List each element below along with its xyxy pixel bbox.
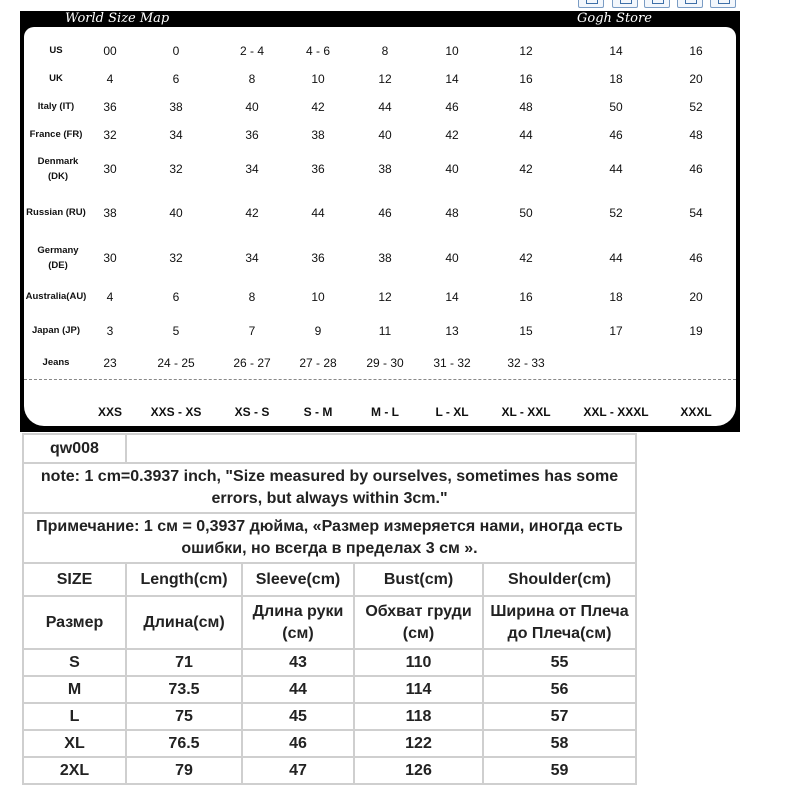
map-cell: 11 xyxy=(378,324,392,338)
map-row-label: US xyxy=(49,45,63,56)
cell-bust: 126 xyxy=(354,757,483,784)
map-cell: 44 xyxy=(378,100,392,114)
map-row-label: Australia(AU) xyxy=(25,291,87,302)
map-cell: 52 xyxy=(689,100,703,114)
map-cell: 42 xyxy=(519,162,533,176)
header-ru-shoulder: Ширина от Плеча до Плеча(см) xyxy=(483,596,636,649)
cell-bust: 122 xyxy=(354,730,483,757)
map-cell: 36 xyxy=(311,251,325,265)
map-cell: 10 xyxy=(445,44,459,58)
map-cell: 10 xyxy=(311,72,325,86)
cell-length: 79 xyxy=(126,757,242,784)
cell-bust: 114 xyxy=(354,676,483,703)
map-cell: 14 xyxy=(445,72,459,86)
map-size-label: XXS xyxy=(97,405,122,419)
header-ru-size: Размер xyxy=(23,596,126,649)
map-cell: 3 xyxy=(106,324,114,338)
cell-bust: 110 xyxy=(354,649,483,676)
map-cell: 36 xyxy=(103,100,117,114)
map-title: World Size Map xyxy=(65,11,170,26)
cell-sleeve: 46 xyxy=(242,730,354,757)
map-divider xyxy=(24,379,736,380)
map-cell: 19 xyxy=(689,324,703,338)
map-cell: 34 xyxy=(245,162,259,176)
map-cell: 38 xyxy=(311,128,325,142)
header-ru-bust: Обхват груди (см) xyxy=(354,596,483,649)
note-en: note: 1 cm=0.3937 inch, "Size measured by ourselves, sometimes has some errors, but always within 3cm." xyxy=(23,463,636,513)
map-cell: 16 xyxy=(689,44,703,58)
store-name: Gogh Store xyxy=(577,11,652,26)
note-ru-row xyxy=(23,513,636,563)
map-cell: 12 xyxy=(378,290,392,304)
map-cell: 12 xyxy=(378,72,392,86)
header-ru-row xyxy=(23,596,636,649)
map-cell: 50 xyxy=(519,206,533,220)
note-ru: Примечание: 1 см = 0,3937 дюйма, «Размер измеряется нами, иногда есть ошибки, но всегда в пределах 3 см ». xyxy=(23,513,636,563)
measurement-table xyxy=(22,433,637,785)
map-cell: 4 - 6 xyxy=(305,44,330,58)
copy-icon[interactable] xyxy=(612,0,638,8)
map-cell: 32 xyxy=(169,251,183,265)
map-size-label: XXL - XXXL xyxy=(583,405,649,419)
map-grid xyxy=(24,27,736,426)
map-cell: 12 xyxy=(519,44,533,58)
map-cell: 2 - 4 xyxy=(239,44,264,58)
cell-size: XL xyxy=(23,730,126,757)
note-en-row xyxy=(23,463,636,513)
cell-size: S xyxy=(23,649,126,676)
map-cell: 38 xyxy=(169,100,183,114)
header-shoulder: Shoulder(cm) xyxy=(483,563,636,596)
map-cell: 6 xyxy=(172,290,180,304)
table-row xyxy=(23,757,636,784)
map-row-label: Denmark (DK) xyxy=(37,156,79,182)
table-row xyxy=(23,649,636,676)
map-header xyxy=(20,11,740,27)
map-size-label: XXXL xyxy=(680,405,712,419)
map-cell: 4 xyxy=(106,290,114,304)
cell-sleeve: 45 xyxy=(242,703,354,730)
map-row-label: Jeans xyxy=(42,357,70,368)
map-cell: 29 - 30 xyxy=(366,356,404,370)
map-cell: 52 xyxy=(609,206,623,220)
cell-bust: 118 xyxy=(354,703,483,730)
map-cell: 40 xyxy=(445,162,459,176)
map-cell: 38 xyxy=(103,206,117,220)
header-ru-length: Длина(см) xyxy=(126,596,242,649)
map-cell: 34 xyxy=(245,251,259,265)
map-cell: 44 xyxy=(609,251,623,265)
toolbar xyxy=(572,0,799,10)
map-cell: 32 xyxy=(103,128,117,142)
cell-shoulder: 55 xyxy=(483,649,636,676)
map-cell: 54 xyxy=(689,206,703,220)
map-cell: 40 xyxy=(245,100,259,114)
map-cell: 32 xyxy=(169,162,183,176)
cell-size: L xyxy=(23,703,126,730)
map-cell: 46 xyxy=(689,251,703,265)
map-cell: 50 xyxy=(609,100,623,114)
map-size-label: XS - S xyxy=(234,405,270,419)
map-cell: 46 xyxy=(445,100,459,114)
code-blank xyxy=(126,434,636,463)
map-cell: 31 - 32 xyxy=(433,356,471,370)
header-en-row xyxy=(23,563,636,596)
header-size: SIZE xyxy=(23,563,126,596)
cell-shoulder: 58 xyxy=(483,730,636,757)
map-cell: 8 xyxy=(248,290,256,304)
print-icon[interactable] xyxy=(677,0,703,8)
map-cell: 0 xyxy=(172,44,180,58)
table-row xyxy=(23,703,636,730)
map-cell: 18 xyxy=(609,290,623,304)
map-cell: 36 xyxy=(245,128,259,142)
map-cell: 23 xyxy=(103,356,117,370)
product-code: qw008 xyxy=(23,434,126,463)
map-cell: 26 - 27 xyxy=(233,356,271,370)
map-row-label: Russian (RU) xyxy=(26,207,86,218)
cell-length: 73.5 xyxy=(126,676,242,703)
map-row-label: France (FR) xyxy=(29,129,83,140)
map-cell: 6 xyxy=(172,72,180,86)
map-cell: 46 xyxy=(378,206,392,220)
map-cell: 44 xyxy=(519,128,533,142)
map-cell: 48 xyxy=(689,128,703,142)
expand-icon[interactable] xyxy=(710,0,736,8)
share-icon[interactable] xyxy=(578,0,604,8)
map-cell: 13 xyxy=(445,324,459,338)
map-cell: 44 xyxy=(311,206,325,220)
map-cell: 8 xyxy=(381,44,389,58)
map-cell: 8 xyxy=(248,72,256,86)
table-row xyxy=(23,730,636,757)
map-cell: 30 xyxy=(103,251,117,265)
map-cell: 42 xyxy=(519,251,533,265)
code-row xyxy=(23,434,636,463)
map-cell: 30 xyxy=(103,162,117,176)
map-cell: 48 xyxy=(445,206,459,220)
map-cell: 5 xyxy=(172,324,180,338)
cell-length: 71 xyxy=(126,649,242,676)
header-length: Length(cm) xyxy=(126,563,242,596)
map-cell: 46 xyxy=(609,128,623,142)
cell-length: 75 xyxy=(126,703,242,730)
world-size-map xyxy=(20,11,740,432)
map-row-label: Italy (IT) xyxy=(37,101,75,112)
map-cell: 17 xyxy=(609,324,623,338)
map-cell: 14 xyxy=(609,44,623,58)
map-cell: 18 xyxy=(609,72,623,86)
map-cell: 20 xyxy=(689,290,703,304)
export-icon[interactable] xyxy=(644,0,670,8)
map-cell: 20 xyxy=(689,72,703,86)
map-cell: 42 xyxy=(245,206,259,220)
map-cell: 38 xyxy=(378,162,392,176)
map-row-label: Germany (DE) xyxy=(37,245,79,271)
cell-shoulder: 56 xyxy=(483,676,636,703)
map-cell: 16 xyxy=(519,290,533,304)
map-cell: 27 - 28 xyxy=(299,356,337,370)
map-cell: 40 xyxy=(378,128,392,142)
map-size-label: S - M xyxy=(303,405,333,419)
cell-sleeve: 43 xyxy=(242,649,354,676)
map-cell: 14 xyxy=(445,290,459,304)
map-cell: 44 xyxy=(609,162,623,176)
map-size-label: M - L xyxy=(371,405,399,419)
map-cell: 7 xyxy=(248,324,256,338)
map-cell: 34 xyxy=(169,128,183,142)
table-row xyxy=(23,676,636,703)
map-cell: 32 - 33 xyxy=(507,356,545,370)
map-cell: 00 xyxy=(103,44,117,58)
cell-sleeve: 44 xyxy=(242,676,354,703)
cell-length: 76.5 xyxy=(126,730,242,757)
map-cell: 42 xyxy=(311,100,325,114)
map-cell: 16 xyxy=(519,72,533,86)
map-size-label: L - XL xyxy=(435,405,469,419)
map-cell: 4 xyxy=(106,72,114,86)
cell-shoulder: 57 xyxy=(483,703,636,730)
map-cell: 9 xyxy=(314,324,322,338)
map-cell: 48 xyxy=(519,100,533,114)
map-size-label: XL - XXL xyxy=(501,405,551,419)
map-size-label: XXS - XS xyxy=(150,405,202,419)
map-cell: 10 xyxy=(311,290,325,304)
map-row-label: Japan (JP) xyxy=(31,325,81,336)
cell-sleeve: 47 xyxy=(242,757,354,784)
cell-size: 2XL xyxy=(23,757,126,784)
map-cell: 40 xyxy=(445,251,459,265)
map-cell: 38 xyxy=(378,251,392,265)
header-bust: Bust(cm) xyxy=(354,563,483,596)
map-cell: 42 xyxy=(445,128,459,142)
header-sleeve: Sleeve(cm) xyxy=(242,563,354,596)
map-cell: 40 xyxy=(169,206,183,220)
map-cell: 46 xyxy=(689,162,703,176)
map-cell: 24 - 25 xyxy=(157,356,195,370)
map-row-label: UK xyxy=(49,73,63,84)
map-cell: 15 xyxy=(519,324,533,338)
cell-size: M xyxy=(23,676,126,703)
header-ru-sleeve: Длина руки (см) xyxy=(242,596,354,649)
cell-shoulder: 59 xyxy=(483,757,636,784)
map-cell: 36 xyxy=(311,162,325,176)
